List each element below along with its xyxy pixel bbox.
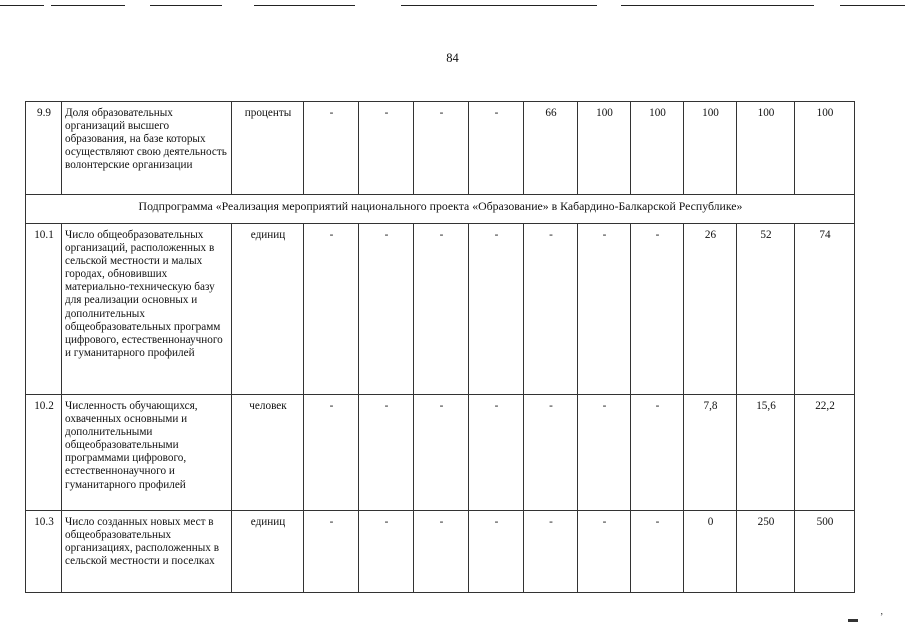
unit-cell: человек: [232, 395, 304, 511]
subprogram-row: [26, 195, 855, 224]
value-cell: 250: [737, 511, 795, 593]
value-cell: 22,2: [795, 395, 855, 511]
value-cell: -: [469, 102, 524, 195]
table-row-10-1: [26, 224, 855, 395]
unit-cell: проценты: [232, 102, 304, 195]
value-cell: -: [414, 224, 469, 395]
table-row-10-3: [26, 511, 855, 593]
value-cell: -: [631, 395, 684, 511]
value-cell: -: [359, 102, 414, 195]
subprogram-title: Подпрограмма «Реализация мероприятий национального проекта «Образование» в Кабардино-Балкарской Республике»: [26, 195, 855, 224]
page-number: 84: [446, 51, 459, 65]
value-cell: 100: [684, 102, 737, 195]
value-cell: -: [469, 511, 524, 593]
table-row-9-9: [26, 102, 855, 195]
header-rule-3: [150, 5, 222, 6]
value-cell: -: [359, 395, 414, 511]
value-cell: 74: [795, 224, 855, 395]
value-cell: -: [304, 102, 359, 195]
indicator-name: Число общеобразовательных организаций, расположенных в сельской местности и малых городах, обновивших материально-техническую базу для реализации основных и дополнительных общеобразовательных программ цифрового, естественнонаучного и гуманитарного профилей: [62, 224, 232, 395]
value-cell: -: [304, 224, 359, 395]
value-cell: 15,6: [737, 395, 795, 511]
scan-artifact-mark: ’: [880, 612, 884, 623]
value-cell: -: [631, 511, 684, 593]
value-cell: -: [524, 395, 578, 511]
value-cell: -: [578, 395, 631, 511]
row-number: 10.3: [26, 511, 62, 593]
value-cell: 100: [795, 102, 855, 195]
value-cell: 26: [684, 224, 737, 395]
value-cell: -: [414, 395, 469, 511]
header-rule-5: [401, 5, 597, 6]
value-cell: -: [578, 511, 631, 593]
scan-artifact-mark: ▬: [848, 614, 858, 625]
row-number: 10.1: [26, 224, 62, 395]
value-cell: -: [524, 224, 578, 395]
value-cell: -: [359, 224, 414, 395]
value-cell: 100: [631, 102, 684, 195]
value-cell: -: [631, 224, 684, 395]
value-cell: -: [524, 511, 578, 593]
value-cell: 7,8: [684, 395, 737, 511]
indicator-name: Число созданных новых мест в общеобразовательных организациях, расположенных в сельской местности и поселках: [62, 511, 232, 593]
value-cell: 500: [795, 511, 855, 593]
value-cell: -: [578, 224, 631, 395]
value-cell: -: [304, 395, 359, 511]
row-number: 9.9: [26, 102, 62, 195]
value-cell: 0: [684, 511, 737, 593]
header-rule-2: [51, 5, 125, 6]
table-row-10-2: [26, 395, 855, 511]
value-cell: -: [304, 511, 359, 593]
value-cell: -: [414, 511, 469, 593]
value-cell: 100: [578, 102, 631, 195]
indicators-table: [25, 101, 855, 593]
value-cell: 100: [737, 102, 795, 195]
header-rule-1: [0, 5, 44, 6]
header-rule-7: [840, 5, 905, 6]
value-cell: -: [469, 395, 524, 511]
row-number: 10.2: [26, 395, 62, 511]
unit-cell: единиц: [232, 511, 304, 593]
indicator-name: Доля образовательных организаций высшего образования, на базе которых осуществляют свою деятельность волонтерские организации: [62, 102, 232, 195]
value-cell: 52: [737, 224, 795, 395]
value-cell: -: [469, 224, 524, 395]
indicator-name: Численность обучающихся, охваченных основными и дополнительными общеобразовательными программами цифрового, естественнонаучного и гуманитарного профилей: [62, 395, 232, 511]
value-cell: -: [359, 511, 414, 593]
value-cell: 66: [524, 102, 578, 195]
value-cell: -: [414, 102, 469, 195]
header-rule-4: [254, 5, 355, 6]
unit-cell: единиц: [232, 224, 304, 395]
header-rule-6: [621, 5, 814, 6]
